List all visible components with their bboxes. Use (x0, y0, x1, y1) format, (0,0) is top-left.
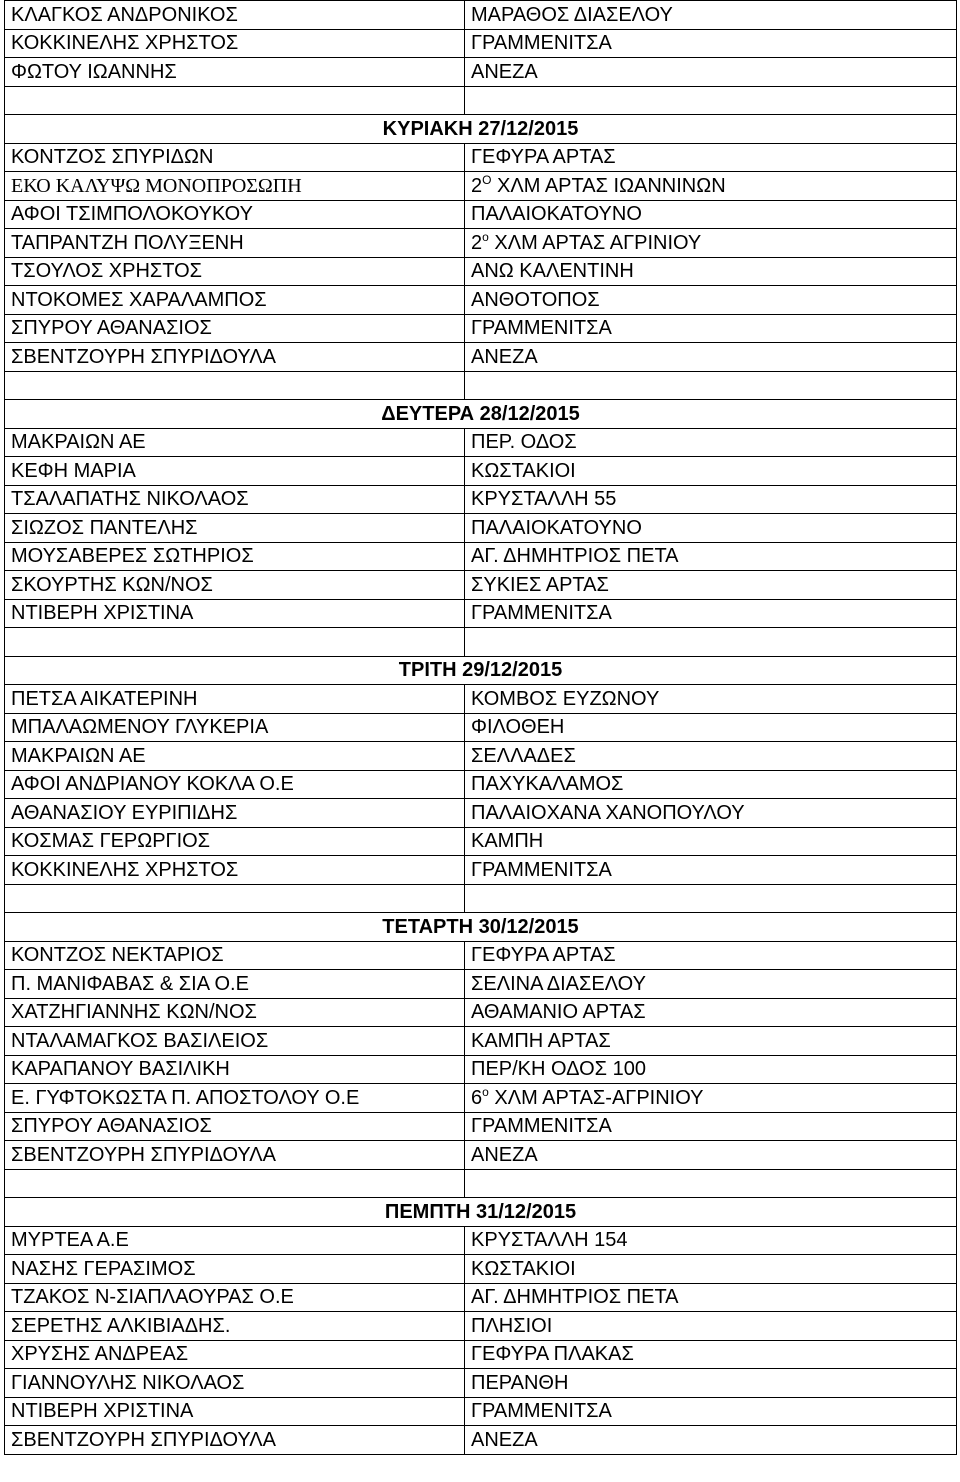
table-row (5, 941, 957, 970)
pharmacy-location: ΠΑΛΑΙΟΚΑΤΟΥΝΟ (465, 514, 957, 543)
table-row (5, 428, 957, 457)
pharmacy-location: ΣΕΛΛΑΔΕΣ (465, 742, 957, 771)
pharmacy-location: ΚΡΥΣΤΑΛΛΗ 154 (465, 1226, 957, 1255)
day-header-row (5, 115, 957, 144)
pharmacy-name: ΓΙΑΝΝΟΥΛΗΣ ΝΙΚΟΛΑΟΣ (5, 1369, 465, 1398)
table-row (5, 998, 957, 1027)
empty-cell (5, 884, 465, 913)
day-header: ΠΕΜΠΤΗ 31/12/2015 (5, 1198, 957, 1227)
pharmacy-name: ΚΟΝΤΖΟΣ ΝΕΚΤΑΡΙΟΣ (5, 941, 465, 970)
table-row (5, 770, 957, 799)
pharmacy-location: ΑΝΕΖΑ (465, 58, 957, 87)
table-row (5, 1369, 957, 1398)
pharmacy-duty-schedule (4, 0, 956, 1455)
pharmacy-location: ΦΙΛΟΘΕΗ (465, 713, 957, 742)
pharmacy-location: ΑΝΕΖΑ (465, 343, 957, 372)
location-number: 2 (471, 174, 483, 197)
table-row (5, 485, 957, 514)
pharmacy-name: ΝΤΑΛΑΜΑΓΚΟΣ ΒΑΣΙΛΕΙΟΣ (5, 1027, 465, 1056)
pharmacy-location: ΑΝΕΖΑ (465, 1141, 957, 1170)
day-header: ΚΥΡΙΑΚΗ 27/12/2015 (5, 115, 957, 144)
table-row (5, 286, 957, 315)
table-row (5, 571, 957, 600)
pharmacy-location: ΠΛΗΣΙΟΙ (465, 1312, 957, 1341)
pharmacy-name: ΠΕΤΣΑ ΑΙΚΑΤΕΡΙΝΗ (5, 685, 465, 714)
empty-cell (5, 1169, 465, 1198)
location-text: ΧΛΜ ΑΡΤΑΣ-ΑΓΡΙΝΙΟΥ (488, 1086, 704, 1109)
day-header-row (5, 400, 957, 429)
pharmacy-location (465, 1084, 957, 1113)
pharmacy-name: ΣΒΕΝΤΖΟΥΡΗ ΣΠΥΡΙΔΟΥΛΑ (5, 1141, 465, 1170)
table-row (5, 514, 957, 543)
table-row (5, 229, 957, 258)
pharmacy-location: ΚΡΥΣΤΑΛΛΗ 55 (465, 485, 957, 514)
pharmacy-name: ΧΡΥΣΗΣ ΑΝΔΡΕΑΣ (5, 1340, 465, 1369)
pharmacy-name: ΣΕΡΕΤΗΣ ΑΛΚΙΒΙΑΔΗΣ. (5, 1312, 465, 1341)
ordinal-suffix: ο (482, 1084, 489, 1099)
pharmacy-location: ΠΕΡ. ΟΔΟΣ (465, 428, 957, 457)
pharmacy-location (465, 229, 957, 258)
pharmacy-location: ΓΡΑΜΜΕΝΙΤΣΑ (465, 599, 957, 628)
pharmacy-location (465, 172, 957, 201)
pharmacy-name: ΜΟΥΣΑΒΕΡΕΣ ΣΩΤΗΡΙΟΣ (5, 542, 465, 571)
pharmacy-name: ΦΩΤΟΥ ΙΩΑΝΝΗΣ (5, 58, 465, 87)
pharmacy-name: ΣΒΕΝΤΖΟΥΡΗ ΣΠΥΡΙΔΟΥΛΑ (5, 1426, 465, 1455)
table-row (5, 200, 957, 229)
pharmacy-location: ΓΡΑΜΜΕΝΙΤΣΑ (465, 314, 957, 343)
table-row (5, 29, 957, 58)
table-row (5, 1055, 957, 1084)
day-header: ΤΕΤΑΡΤΗ 30/12/2015 (5, 913, 957, 942)
location-text: ΧΛΜ ΑΡΤΑΣ ΑΓΡΙΝΙΟΥ (488, 231, 702, 254)
location-number: 2 (471, 231, 483, 254)
pharmacy-name: ΤΣΑΛΑΠΑΤΗΣ ΝΙΚΟΛΑΟΣ (5, 485, 465, 514)
pharmacy-location: ΑΘΑΜΑΝΙΟ ΑΡΤΑΣ (465, 998, 957, 1027)
pharmacy-location: ΠΑΛΑΙΟΚΑΤΟΥΝΟ (465, 200, 957, 229)
table-row (5, 799, 957, 828)
empty-cell (5, 86, 465, 115)
table-row (5, 58, 957, 87)
table-row (5, 713, 957, 742)
pharmacy-name: ΑΦΟΙ ΤΣΙΜΠΟΛΟΚΟΥΚΟΥ (5, 200, 465, 229)
pharmacy-location: ΣΥΚΙΕΣ ΑΡΤΑΣ (465, 571, 957, 600)
pharmacy-location: ΚΩΣΤΑΚΙΟΙ (465, 1255, 957, 1284)
pharmacy-name: ΝΑΣΗΣ ΓΕΡΑΣΙΜΟΣ (5, 1255, 465, 1284)
pharmacy-location: ΠΕΡΑΝΘΗ (465, 1369, 957, 1398)
pharmacy-name: ΚΟΚΚΙΝΕΛΗΣ ΧΡΗΣΤΟΣ (5, 29, 465, 58)
pharmacy-location: ΑΓ. ΔΗΜΗΤΡΙΟΣ ΠΕΤΑ (465, 542, 957, 571)
pharmacy-name: ΝΤΟΚΟΜΕΣ ΧΑΡΑΛΑΜΠΟΣ (5, 286, 465, 315)
pharmacy-location: ΣΕΛΙΝΑ ΔΙΑΣΕΛΟΥ (465, 970, 957, 999)
table-row (5, 1141, 957, 1170)
pharmacy-name: ΚΟΚΚΙΝΕΛΗΣ ΧΡΗΣΤΟΣ (5, 856, 465, 885)
table-row (5, 314, 957, 343)
pharmacy-location: ΠΕΡ/ΚΗ ΟΔΟΣ 100 (465, 1055, 957, 1084)
table-row (5, 343, 957, 372)
empty-cell (465, 884, 957, 913)
table-row (5, 1027, 957, 1056)
day-header-row (5, 656, 957, 685)
table-row (5, 172, 957, 201)
spacer-row (5, 628, 957, 657)
pharmacy-location: ΑΝΕΖΑ (465, 1426, 957, 1455)
location-text: ΧΛΜ ΑΡΤΑΣ ΙΩΑΝΝΙΝΩΝ (491, 174, 726, 197)
table-row (5, 1426, 957, 1455)
table-row (5, 257, 957, 286)
pharmacy-location: ΑΝΘΟΤΟΠΟΣ (465, 286, 957, 315)
pharmacy-name: ΑΦΟΙ ΑΝΔΡΙΑΝΟΥ ΚΟΚΛΑ Ο.Ε (5, 770, 465, 799)
table-row (5, 856, 957, 885)
table-row (5, 1084, 957, 1113)
empty-cell (465, 86, 957, 115)
schedule-body (5, 1, 957, 1455)
empty-cell (465, 1169, 957, 1198)
pharmacy-location: ΓΡΑΜΜΕΝΙΤΣΑ (465, 856, 957, 885)
pharmacy-name: ΤΑΠΡΑΝΤΖΗ ΠΟΛΥΞΕΝΗ (5, 229, 465, 258)
empty-cell (465, 371, 957, 400)
empty-cell (465, 628, 957, 657)
pharmacy-location: ΓΡΑΜΜΕΝΙΤΣΑ (465, 1112, 957, 1141)
pharmacy-name: ΕΚΟ ΚΑΛΥΨΩ ΜΟΝΟΠΡΟΣΩΠΗ (5, 172, 465, 201)
table-row (5, 1255, 957, 1284)
pharmacy-location: ΚΟΜΒΟΣ ΕΥΖΩΝΟΥ (465, 685, 957, 714)
empty-cell (5, 628, 465, 657)
table-row (5, 457, 957, 486)
pharmacy-location: ΑΓ. ΔΗΜΗΤΡΙΟΣ ΠΕΤΑ (465, 1283, 957, 1312)
table-row (5, 742, 957, 771)
pharmacy-location: ΜΑΡΑΘΟΣ ΔΙΑΣΕΛΟΥ (465, 1, 957, 30)
table-row (5, 599, 957, 628)
day-header-row (5, 1198, 957, 1227)
pharmacy-location: ΓΡΑΜΜΕΝΙΤΣΑ (465, 29, 957, 58)
pharmacy-name: ΝΤΙΒΕΡΗ ΧΡΙΣΤΙΝΑ (5, 1397, 465, 1426)
day-header-row (5, 913, 957, 942)
ordinal-suffix: ο (482, 229, 489, 244)
pharmacy-name: ΣΠΥΡΟΥ ΑΘΑΝΑΣΙΟΣ (5, 1112, 465, 1141)
table-row (5, 1112, 957, 1141)
pharmacy-location: ΠΑΧΥΚΑΛΑΜΟΣ (465, 770, 957, 799)
pharmacy-name: ΚΛΑΓΚΟΣ ΑΝΔΡΟΝΙΚΟΣ (5, 1, 465, 30)
day-header: ΤΡΙΤΗ 29/12/2015 (5, 656, 957, 685)
table-row (5, 1283, 957, 1312)
table-row (5, 685, 957, 714)
location-number: 6 (471, 1086, 483, 1109)
pharmacy-name: ΚΑΡΑΠΑΝΟΥ ΒΑΣΙΛΙΚΗ (5, 1055, 465, 1084)
schedule-table (4, 0, 957, 1455)
pharmacy-name: ΣΠΥΡΟΥ ΑΘΑΝΑΣΙΟΣ (5, 314, 465, 343)
pharmacy-name: ΜΥΡΤΕΑ Α.Ε (5, 1226, 465, 1255)
pharmacy-name: Π. ΜΑΝΙΦΑΒΑΣ & ΣΙΑ Ο.Ε (5, 970, 465, 999)
table-row (5, 1340, 957, 1369)
table-row (5, 143, 957, 172)
pharmacy-name: ΧΑΤΖΗΓΙΑΝΝΗΣ ΚΩΝ/ΝΟΣ (5, 998, 465, 1027)
pharmacy-location: ΠΑΛΑΙΟΧΑΝΑ ΧΑΝΟΠΟΥΛΟΥ (465, 799, 957, 828)
pharmacy-name: ΜΠΑΛΑΩΜΕΝΟΥ ΓΛΥΚΕΡΙΑ (5, 713, 465, 742)
pharmacy-name: ΝΤΙΒΕΡΗ ΧΡΙΣΤΙΝΑ (5, 599, 465, 628)
table-row (5, 1312, 957, 1341)
table-row (5, 542, 957, 571)
table-row (5, 1226, 957, 1255)
pharmacy-location: ΚΩΣΤΑΚΙΟΙ (465, 457, 957, 486)
table-row (5, 827, 957, 856)
pharmacy-name: ΚΕΦΗ ΜΑΡΙΑ (5, 457, 465, 486)
pharmacy-name: ΚΟΝΤΖΟΣ ΣΠΥΡΙΔΩΝ (5, 143, 465, 172)
pharmacy-name: ΣΒΕΝΤΖΟΥΡΗ ΣΠΥΡΙΔΟΥΛΑ (5, 343, 465, 372)
pharmacy-name: ΜΑΚΡΑΙΩΝ ΑΕ (5, 428, 465, 457)
pharmacy-location: ΓΕΦΥΡΑ ΑΡΤΑΣ (465, 143, 957, 172)
spacer-row (5, 86, 957, 115)
ordinal-suffix: Ο (482, 172, 492, 187)
spacer-row (5, 884, 957, 913)
pharmacy-name: ΜΑΚΡΑΙΩΝ ΑΕ (5, 742, 465, 771)
pharmacy-name: Ε. ΓΥΦΤΟΚΩΣΤΑ Π. ΑΠΟΣΤΟΛΟΥ Ο.Ε (5, 1084, 465, 1113)
pharmacy-name: ΚΟΣΜΑΣ ΓΕΡΩΡΓΙΟΣ (5, 827, 465, 856)
spacer-row (5, 371, 957, 400)
pharmacy-name: ΣΚΟΥΡΤΗΣ ΚΩΝ/ΝΟΣ (5, 571, 465, 600)
pharmacy-location: ΚΑΜΠΗ ΑΡΤΑΣ (465, 1027, 957, 1056)
pharmacy-location: ΓΕΦΥΡΑ ΑΡΤΑΣ (465, 941, 957, 970)
pharmacy-location: ΑΝΩ ΚΑΛΕΝΤΙΝΗ (465, 257, 957, 286)
pharmacy-name: ΤΖΑΚΟΣ Ν-ΣΙΑΠΛΑΟΥΡΑΣ Ο.Ε (5, 1283, 465, 1312)
table-row (5, 1, 957, 30)
table-row (5, 970, 957, 999)
day-header: ΔΕΥΤΕΡΑ 28/12/2015 (5, 400, 957, 429)
pharmacy-name: ΤΣΟΥΛΟΣ ΧΡΗΣΤΟΣ (5, 257, 465, 286)
spacer-row (5, 1169, 957, 1198)
table-row (5, 1397, 957, 1426)
empty-cell (5, 371, 465, 400)
pharmacy-location: ΓΡΑΜΜΕΝΙΤΣΑ (465, 1397, 957, 1426)
pharmacy-location: ΓΕΦΥΡΑ ΠΛΑΚΑΣ (465, 1340, 957, 1369)
pharmacy-location: ΚΑΜΠΗ (465, 827, 957, 856)
pharmacy-name: ΑΘΑΝΑΣΙΟΥ ΕΥΡΙΠΙΔΗΣ (5, 799, 465, 828)
pharmacy-name: ΣΙΩΖΟΣ ΠΑΝΤΕΛΗΣ (5, 514, 465, 543)
